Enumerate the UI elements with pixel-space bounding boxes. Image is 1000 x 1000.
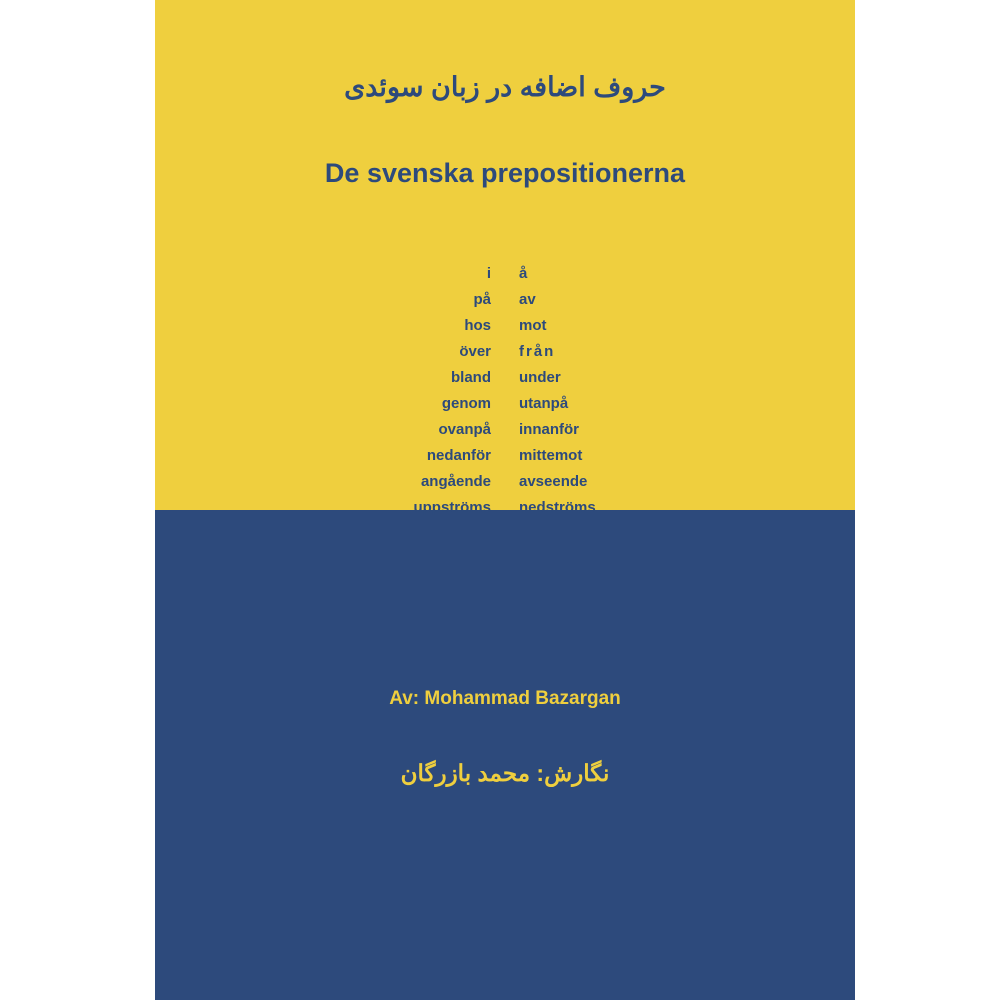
preposition-left: ovanpå bbox=[438, 421, 491, 438]
preposition-left: på bbox=[473, 291, 491, 308]
preposition-right: under bbox=[519, 369, 561, 386]
preposition-right: mittemot bbox=[519, 447, 583, 464]
preposition-left: uppströms bbox=[413, 499, 491, 516]
preposition-left: över bbox=[459, 343, 491, 360]
preposition-row bbox=[335, 499, 675, 516]
preposition-left: bland bbox=[451, 369, 491, 386]
cover-title-persian: حروف اضافه در زبان سوئدی bbox=[344, 72, 666, 102]
preposition-right: utanpå bbox=[519, 395, 569, 412]
preposition-list bbox=[155, 265, 855, 525]
preposition-right: mot bbox=[519, 317, 547, 334]
cover-author-swedish: Av: Mohammad Bazargan bbox=[389, 688, 621, 709]
preposition-right: nedströms bbox=[519, 499, 596, 516]
preposition-right: innanför bbox=[519, 421, 579, 438]
preposition-right: från bbox=[519, 343, 556, 360]
preposition-left: angående bbox=[420, 473, 491, 490]
preposition-row bbox=[335, 395, 675, 412]
preposition-row bbox=[335, 421, 675, 438]
preposition-right: avseende bbox=[519, 473, 588, 490]
preposition-row bbox=[335, 369, 675, 386]
preposition-row bbox=[335, 291, 675, 308]
preposition-right: av bbox=[519, 291, 536, 308]
preposition-right: å bbox=[519, 265, 528, 282]
preposition-left: hos bbox=[464, 317, 491, 334]
preposition-row bbox=[335, 447, 675, 464]
book-cover bbox=[155, 0, 855, 1000]
preposition-row bbox=[335, 265, 675, 282]
preposition-left: i bbox=[486, 265, 491, 282]
cover-author-persian: نگارش: محمد بازرگان bbox=[400, 760, 610, 786]
cover-title-swedish: De svenska prepositionerna bbox=[324, 158, 686, 188]
preposition-left: nedanför bbox=[426, 447, 491, 464]
preposition-row bbox=[335, 317, 675, 334]
preposition-row bbox=[335, 343, 675, 360]
preposition-row bbox=[335, 473, 675, 490]
preposition-left: genom bbox=[441, 395, 491, 412]
